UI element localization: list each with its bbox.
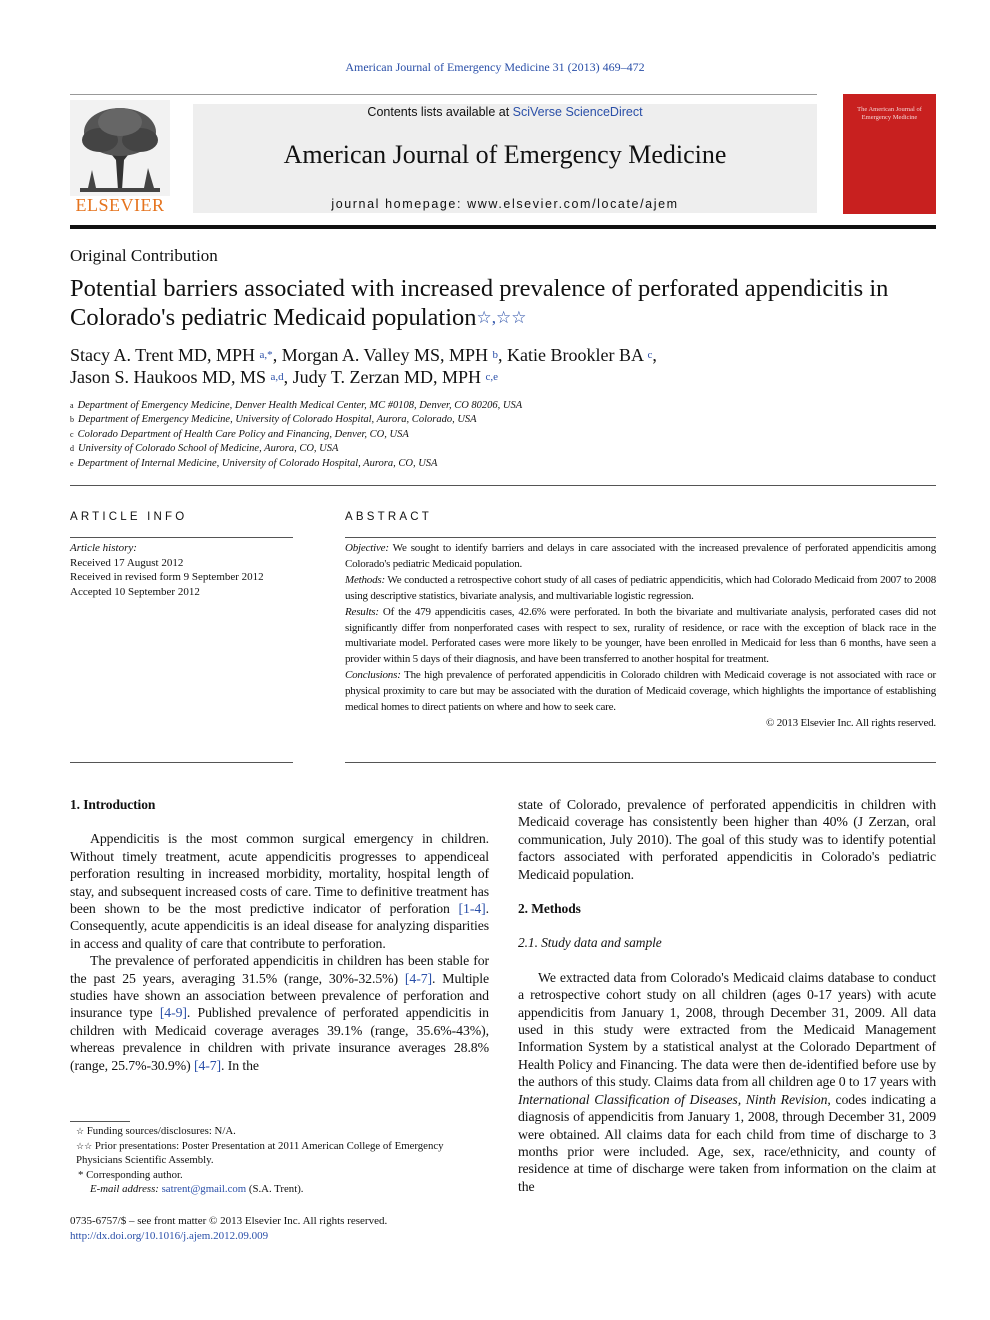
reference-link[interactable]: [4-7] bbox=[193, 1057, 222, 1073]
reference-link[interactable]: [4-7] bbox=[404, 970, 433, 986]
reference-link[interactable]: [1-4] bbox=[458, 901, 486, 917]
paragraph: The prevalence of perforated appendicitis in children has been stable for the past 25 years, averaging 31.5% (range, 30%-32.5%) [4-7]. Multiple studies have shown an association between prevalence of perforation and insurance type [4-9]. Published prevalence of perforated appendicitis in children with Medicaid coverage averages 39.1% (range, 35.6%-43%), whereas prevalence in children with private insurance averages 28.8% (range, 25.7%-30.9%) [4-7]. In the bbox=[70, 953, 489, 1073]
contents-line: Contents lists available at SciVerse ScienceDirect bbox=[367, 105, 643, 119]
sciencedirect-link[interactable]: SciVerse ScienceDirect bbox=[512, 105, 643, 119]
article-type: Original Contribution bbox=[70, 246, 218, 265]
abstract-rule bbox=[345, 537, 936, 538]
left-column bbox=[70, 796, 489, 1074]
affiliations bbox=[70, 399, 940, 471]
paragraph: Appendicitis is the most common surgical emergency in children. Without timely treatment, acute appendicitis progresses to appendiceal perforation resulting in increased morbidity, mortality, hospital length of stay, and subsequent increased costs of care. Time to definitive treatment has been shown to be the most predictive indicator of perforation [1-4]. Consequently, acute appendicitis is an ideal disease for analyzing disparities in access and quality of care that contribute to perforation. bbox=[70, 831, 489, 951]
footnote: ☆ Funding sources/disclosures: N/A. bbox=[76, 1125, 236, 1137]
journal-cover bbox=[843, 94, 936, 214]
title-footnote-marks[interactable]: ☆,☆☆ bbox=[476, 308, 527, 327]
section-heading-introduction: 1. Introduction bbox=[70, 797, 156, 812]
revised-date: Received in revised form 9 September 2012 bbox=[70, 571, 264, 583]
author: Katie Brookler BA bbox=[507, 345, 644, 365]
footnotes bbox=[70, 1124, 490, 1197]
author-list: Stacy A. Trent MD, MPH $^{a,*}$, Morgan A. Valley MS, MPH $^b$, Katie Brookler BA $^c$, Jason S. Haukoos MD, MS $^{a,d}$, Judy T. Zerzan MD, MPH $^{c,e}$ bbox=[70, 345, 657, 387]
reference-link[interactable]: [4-9] bbox=[159, 1005, 187, 1021]
elsevier-wordmark: ELSEVIER bbox=[75, 195, 165, 215]
author-affil-mark[interactable]: a,* bbox=[259, 349, 273, 361]
received-date: Received 17 August 2012 bbox=[70, 556, 184, 569]
email-link[interactable]: satrent@gmail.com bbox=[161, 1183, 247, 1195]
journal-homepage[interactable]: journal homepage: www.elsevier.com/locate/ajem bbox=[331, 197, 679, 211]
abstract-body: Objective: We sought to identify barriers and delays in care associated with the increased prevalence of perforated appendicitis among Colorado's pediatric Medicaid population. Methods: We conducted a retrospective cohort study of all cases of pediatric appendicitis, which had Colorado Medicaid from 2007 to 2008 using descriptive statistics, bivariate analysis, and multivariable logistic regression. Results: Of the 479 appendicitis cases, 42.6% were perforated. In both the bivariate and multivariate analysis, perforated cases did not significantly differ from nonperforated cases with respect to sex, rurality of residence, or race with the exception of black race in the multivariate model. Perforated cases were more likely to be younger, have been enrolled in Medicaid for less than 6 months, have seen a provider within 5 days of their diagnosis, and have been transferred to another hospital for treatment. Conclusions: The high prevalence of perforated appendicitis in Colorado children with Medicaid coverage is not associated with race or physical proximity to care but may be associated with the duration of Medicaid coverage, which highlights the importance of establishing medical homes to direct patients on where and how to seek care. © 2013 Elsevier Inc. All rights reserved. bbox=[345, 541, 936, 732]
paragraph: We extracted data from Colorado's Medicaid claims database to conduct a retrospective cohort study on all children (ages 0-17 years) with acute appendicitis from January 1, 2008, through December 31, 2009. All data used in this study were extracted from the Medicaid Management Information System by a statistical analyst at the Colorado Department of Health Policy and Financing. The data were then de-identified before use by the authors of this study. Claims data from all children age 0 to 17 years with International Classification of Diseases, Ninth Revision, codes indicating a diagnosis of appendicitis from January 1, 2008, through December 31, 2009 were obtained. All claims data for each child from time of discharge to 3 months prior were included. Age, sex, race/ethnicity, and county of residence at time of discharge were taken from information on the claim at the bbox=[518, 969, 936, 1194]
abstract-bottom-rule bbox=[345, 762, 936, 763]
cover-title: The American Journal of Emergency Medicine bbox=[857, 106, 922, 121]
author-affil-mark[interactable]: b bbox=[492, 349, 499, 361]
article-info-rule bbox=[70, 537, 293, 538]
author: Jason S. Haukoos MD, MS bbox=[70, 367, 267, 387]
author: Judy T. Zerzan MD, MPH bbox=[292, 367, 481, 387]
article-info-bottom-rule bbox=[70, 762, 293, 763]
author: Stacy A. Trent MD, MPH bbox=[70, 345, 256, 365]
affiliation: $^b$ Department of Emergency Medicine, University of Colorado Hospital, Aurora, Colorado, USA bbox=[70, 414, 477, 426]
header-rule bbox=[70, 94, 817, 95]
copyright-notice: © 2013 Elsevier Inc. All rights reserved. bbox=[765, 716, 936, 729]
article-info-heading: ARTICLE INFO bbox=[70, 511, 188, 523]
affiliation: $^c$ Colorado Department of Health Care Policy and Financing, Denver, CO, USA bbox=[70, 428, 409, 440]
author-affil-mark[interactable]: c,e bbox=[485, 371, 499, 383]
subsection-heading-study-data: 2.1. Study data and sample bbox=[518, 935, 662, 951]
footnote: * Corresponding author. bbox=[78, 1168, 183, 1181]
footnote: ☆☆ Prior presentations: Poster Presentation at 2011 American College of Emergency Physicians Scientific Assembly. bbox=[76, 1139, 444, 1166]
affiliation: $^d$ University of Colorado School of Medicine, Aurora, CO, USA bbox=[70, 443, 339, 455]
affiliation: $^e$ Department of Internal Medicine, University of Colorado Hospital, Aurora, CO, USA bbox=[70, 457, 438, 469]
right-column bbox=[518, 796, 936, 1195]
author-affil-mark[interactable]: a,d bbox=[270, 371, 284, 383]
footnote-rule bbox=[70, 1121, 130, 1122]
author: Morgan A. Valley MS, MPH bbox=[281, 345, 489, 365]
article-history: Article history: Received 17 August 2012 Received in revised form 9 September 2012 Accepted 10 September 2012 bbox=[70, 541, 300, 599]
accepted-date: Accepted 10 September 2012 bbox=[70, 585, 200, 598]
doi-link[interactable]: http://dx.doi.org/10.1016/j.ajem.2012.09.009 bbox=[70, 1229, 269, 1242]
paragraph: state of Colorado, prevalence of perforated appendicitis in children with Medicaid coverage has consistently been higher than 40% (J Zerzan, oral communication, July 2010). The goal of this study was to identify potential factors associated with perforated appendicitis in Colorado's pediatric Medicaid population. bbox=[518, 797, 936, 882]
affiliations-divider bbox=[70, 485, 936, 486]
journal-title: American Journal of Emergency Medicine bbox=[283, 140, 727, 169]
header-divider bbox=[70, 225, 936, 229]
elsevier-logo bbox=[70, 100, 170, 215]
corresponding-email: E-mail address: satrent@gmail.com (S.A. Trent). bbox=[90, 1183, 304, 1195]
affiliation: $^a$ Department of Emergency Medicine, Denver Health Medical Center, MC #0108, Denver, CO 80206, USA bbox=[70, 400, 523, 411]
page-footer bbox=[70, 1214, 387, 1243]
journal-citation[interactable]: American Journal of Emergency Medicine 31 (2013) 469–472 bbox=[345, 60, 645, 74]
article-title: Potential barriers associated with increased prevalence of perforated appendicitis in Colorado's pediatric Medicaid population☆,☆☆ bbox=[70, 275, 889, 331]
issn-line: 0735-6757/$ – see front matter © 2013 Elsevier Inc. All rights reserved. bbox=[70, 1215, 388, 1227]
author-affil-mark[interactable]: c bbox=[647, 349, 653, 361]
section-heading-methods: 2. Methods bbox=[518, 901, 581, 917]
abstract-heading: ABSTRACT bbox=[345, 511, 432, 523]
